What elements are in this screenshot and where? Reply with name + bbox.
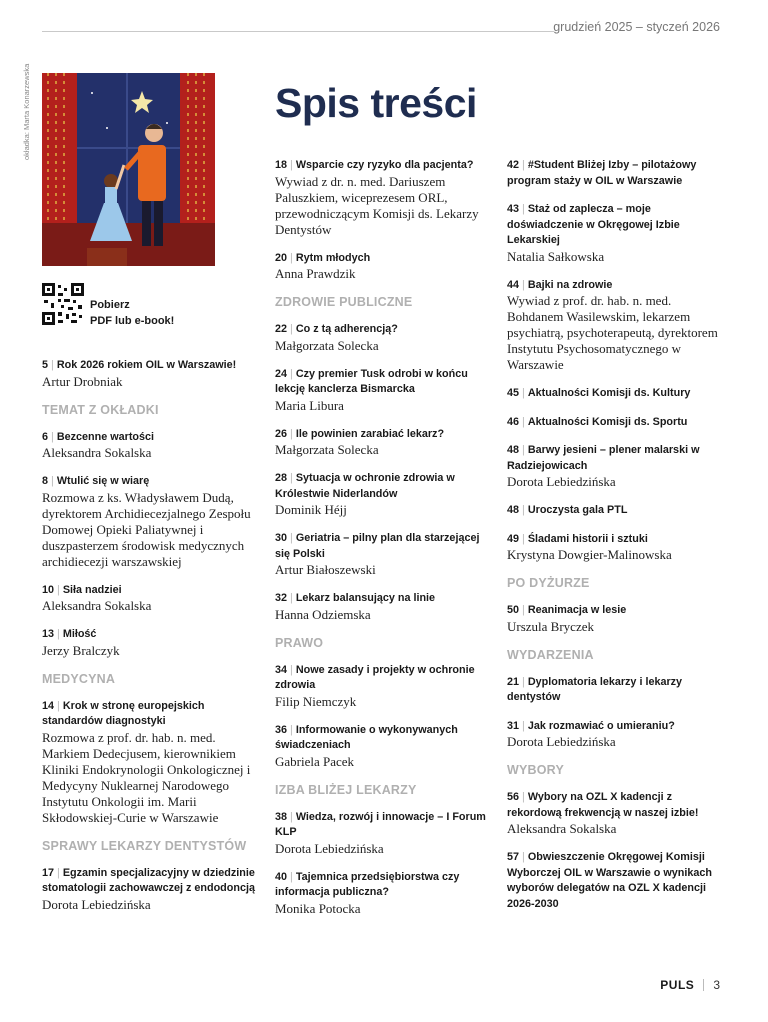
toc-entry[interactable] (42, 474, 264, 570)
toc-entry-heading (275, 427, 497, 443)
page-number: 3 (713, 978, 720, 992)
toc-page-number: 43 (507, 203, 520, 215)
page-separator: | (51, 475, 54, 487)
toc-entry-author: Wywiad z dr. n. med. Dariuszem Paluszkiem, wiceprezesem ORL, przewodniczącym Komisji ds. Lekarzy Dentystów (275, 173, 479, 237)
toc-entry-heading (275, 367, 497, 398)
toc-entry-title: Wybory na OZL X kadencji z rekordową frekwencją w naszej izbie! (507, 791, 699, 819)
header-rule (42, 31, 554, 32)
toc-entry[interactable] (507, 202, 729, 265)
toc-entry-author: Rozmowa z prof. dr. hab. n. med. Markiem Dedecjusem, kierownikiem Kliniki Endokrynologii Onkologicznej i Medycyny Nuklearnej Narodowego Instytutu Onkologii im. Marii Skłodowskiej-Curie w Warszawie (42, 729, 251, 825)
section-heading: SPRAWY LEKARZY DENTYSTÓW (42, 838, 247, 853)
toc-entry-author: Jerzy Bralczyk (42, 642, 120, 658)
toc-entry-author: Dorota Lebiedzińska (275, 840, 384, 856)
toc-entry-heading (42, 866, 264, 897)
toc-entry-heading (507, 719, 729, 735)
page-separator: | (57, 583, 60, 596)
toc-entry-heading (275, 158, 497, 174)
toc-entry[interactable] (275, 663, 497, 710)
toc-entry-title: Rok 2026 rokiem OIL w Warszawie! (56, 359, 237, 371)
toc-entry-title: Czy premier Tusk odrobi w końcu lekcję kanclerza Bismarcka (275, 367, 468, 395)
toc-entry-heading (507, 603, 729, 619)
toc-page-number: 49 (507, 532, 520, 545)
toc-entry-author: Natalia Sałkowska (507, 248, 605, 264)
toc-entry-title: Barwy jesieni – plener malarski w Radziejowicach (507, 444, 700, 472)
toc-entry[interactable] (42, 699, 264, 826)
page-separator: | (51, 359, 54, 371)
page-separator: | (290, 663, 293, 676)
download-line1: Pobierz (90, 299, 130, 311)
toc-entry-title: Aktualności Komisji ds. Kultury (527, 387, 691, 399)
toc-entry[interactable] (275, 322, 497, 354)
magazine-brand: PULS (660, 978, 695, 992)
toc-entry-author: Monika Potocka (275, 900, 361, 916)
page-separator: | (290, 592, 293, 604)
footer-divider (703, 979, 704, 991)
toc-page-number: 8 (42, 475, 49, 487)
toc-entry-title: Bezcenne wartości (56, 430, 155, 443)
toc-entry-heading (507, 532, 729, 548)
toc-entry[interactable] (275, 251, 497, 283)
section-heading: ZDROWIE PUBLICZNE (275, 295, 413, 309)
page-separator: | (290, 472, 293, 484)
toc-entry[interactable] (507, 850, 729, 912)
toc-page-number: 40 (275, 870, 288, 883)
toc-entry-heading (507, 386, 729, 402)
cover-illustration (42, 73, 215, 266)
toc-entry-heading (275, 251, 497, 267)
toc-entry[interactable] (507, 415, 729, 431)
toc-entry-title: Sytuacja w ochronie zdrowia w Królestwie Niderlandów (275, 472, 455, 500)
toc-page-number: 14 (42, 699, 55, 712)
page-separator: | (57, 699, 60, 712)
toc-entry[interactable] (507, 386, 729, 402)
toc-entry[interactable] (507, 719, 729, 751)
section-heading: PO DYŻURZE (507, 576, 590, 590)
toc-entry-title: Obwieszczenie Okręgowej Komisji Wyborczej OIL w Warszawie o wynikach wyborów delegatów na OZL X kadencji 2026-2030 (507, 851, 713, 910)
toc-page-number: 26 (275, 427, 288, 440)
download-prompt[interactable] (90, 298, 174, 329)
toc-entry-author: Dorota Lebiedzińska (507, 474, 616, 489)
download-line2: PDF lub e-book! (90, 314, 175, 327)
toc-entry-heading (507, 443, 729, 474)
toc-entry-heading (507, 790, 729, 821)
toc-entry[interactable] (275, 723, 497, 770)
toc-page-number: 6 (42, 430, 49, 443)
toc-page-number: 56 (507, 791, 520, 803)
toc-entry-heading (507, 158, 729, 189)
section-heading: PRAWO (275, 635, 324, 650)
toc-entry-heading (42, 358, 264, 374)
toc-entry-author: Aleksandra Sokalska (42, 598, 152, 613)
toc-page-number: 48 (507, 444, 520, 456)
page-separator: | (290, 427, 293, 440)
toc-entry[interactable] (507, 532, 729, 564)
toc-page-number: 34 (275, 663, 288, 676)
page-separator: | (290, 532, 293, 544)
page-separator: | (522, 278, 525, 291)
toc-page-number: 28 (275, 472, 288, 484)
page-separator: | (290, 251, 293, 264)
toc-entry[interactable] (275, 427, 497, 459)
toc-entry-title: Wsparcie czy ryzyko dla pacjenta? (295, 159, 474, 171)
toc-entry-title: Wtulić się w wiarę (56, 475, 150, 487)
toc-entry[interactable] (507, 443, 729, 490)
toc-entry-title: Rytm młodych (295, 251, 371, 264)
page-separator: | (522, 719, 525, 732)
toc-entry-title: Dyplomatoria lekarzy i lekarzy dentystów (507, 675, 683, 703)
toc-entry-author: Filip Niemczyk (275, 693, 357, 709)
page-separator: | (51, 430, 54, 443)
page-separator: | (290, 810, 293, 823)
page-separator: | (290, 323, 293, 335)
section-heading: WYDARZENIA (507, 647, 594, 662)
toc-entry-title: Nowe zasady i projekty w ochronie zdrowia (275, 663, 475, 691)
toc-page-number: 5 (42, 359, 49, 371)
section-heading: IZBA BLIŻEJ LEKARZY (275, 782, 417, 797)
toc-page-number: 46 (507, 415, 520, 428)
toc-entry-title: Aktualności Komisji ds. Sportu (527, 415, 688, 428)
toc-page-number: 44 (507, 278, 520, 291)
page-separator: | (290, 870, 293, 883)
toc-entry-author: Małgorzata Solecka (275, 442, 379, 457)
toc-entry-heading (42, 430, 264, 446)
toc-entry-title: Krok w stronę europejskich standardów diagnostyki (42, 699, 205, 727)
toc-entry-heading (507, 850, 729, 912)
toc-page-number: 10 (42, 583, 55, 596)
toc-column-2 (275, 158, 497, 930)
toc-entry-title: Lekarz balansujący na linie (295, 592, 436, 604)
toc-entry-heading (275, 870, 497, 901)
toc-entry[interactable] (275, 471, 497, 518)
toc-entry-heading (275, 810, 497, 841)
toc-page-number: 18 (275, 159, 288, 171)
toc-page-number: 42 (507, 159, 520, 171)
toc-entry-title: Informowanie o wykonywanych świadczeniach (275, 723, 458, 751)
toc-page-number: 38 (275, 810, 288, 823)
toc-entry[interactable] (42, 866, 264, 913)
toc-entry-title: Bajki na zdrowie (527, 278, 613, 291)
toc-entry-author: Dorota Lebiedzińska (42, 896, 151, 912)
toc-entry[interactable] (507, 603, 729, 635)
toc-entry[interactable] (507, 790, 729, 837)
toc-page-number: 17 (42, 866, 55, 879)
page-separator: | (522, 159, 525, 171)
toc-entry-heading (507, 415, 729, 431)
toc-page-number: 22 (275, 323, 288, 335)
toc-entry[interactable] (507, 503, 729, 519)
toc-column-3 (507, 158, 729, 925)
toc-entry-author: Małgorzata Solecka (275, 337, 379, 353)
toc-entry-heading (275, 471, 497, 502)
toc-page-number: 36 (275, 723, 288, 736)
toc-entry-heading (275, 591, 497, 607)
section-heading: MEDYCYNA (42, 671, 116, 686)
toc-entry-title: Tajemnica przedsiębiorstwa czy informacja publiczna? (275, 870, 460, 898)
toc-entry-title: Co z tą adherencją? (295, 323, 398, 335)
issue-date: grudzień 2025 – styczeń 2026 (553, 20, 720, 34)
page-separator: | (522, 203, 525, 215)
toc-entry-title: Siła nadziei (62, 583, 122, 596)
toc-entry-heading (507, 202, 729, 249)
toc-entry[interactable] (507, 278, 729, 374)
page-title: Spis treści (275, 80, 477, 126)
toc-entry-author: Artur Białoszewski (275, 562, 376, 577)
toc-page-number: 32 (275, 592, 288, 604)
toc-page-number: 45 (507, 387, 520, 399)
toc-entry-heading (42, 474, 264, 490)
toc-page-number: 13 (42, 628, 55, 640)
toc-entry-heading (275, 663, 497, 694)
toc-entry-heading (275, 322, 497, 338)
toc-page-number: 30 (275, 532, 288, 544)
section-heading: TEMAT Z OKŁADKI (42, 402, 159, 417)
toc-entry-heading (42, 627, 264, 643)
section-heading: WYBORY (507, 763, 564, 777)
toc-entry[interactable] (275, 367, 497, 414)
toc-page-number: 20 (275, 251, 288, 264)
toc-entry-author: Artur Drobniak (42, 373, 123, 389)
toc-entry-author: Wywiad z prof. dr. hab. n. med. Bohdanem Wasilewskim, lekarzem psychiatrą, psychoterapeutą, dyrektorem Instytutu Psychosomatycznego w Warszawie (507, 293, 718, 372)
page-separator: | (57, 628, 60, 640)
toc-entry-author: Dominik Héjj (275, 502, 347, 517)
toc-entry-author: Dorota Lebiedzińska (507, 734, 616, 749)
toc-entry-title: #Student Bliżej Izby – pilotażowy program staży w OIL w Warszawie (507, 159, 697, 187)
toc-entry-author: Krystyna Dowgier-Malinowska (507, 547, 672, 562)
page-separator: | (57, 866, 60, 879)
page-separator: | (522, 532, 525, 545)
toc-entry[interactable] (275, 158, 497, 238)
toc-entry[interactable] (507, 675, 729, 706)
toc-page-number: 31 (507, 719, 520, 732)
toc-entry-author: Rozmowa z ks. Władysławem Dudą, dyrektorem Archidiecezjalnego Zespołu Domowej Opieki Paliatywnej i duszpasterzem środowisk medycznych archidiecezji warszawskiej (42, 489, 251, 569)
toc-entry[interactable] (275, 591, 497, 623)
toc-entry-heading (42, 583, 264, 599)
toc-entry-author: Aleksandra Sokalska (507, 821, 617, 836)
toc-entry[interactable] (275, 870, 497, 917)
toc-entry-author: Hanna Odziemska (275, 606, 371, 622)
toc-entry-author: Gabriela Pacek (275, 753, 355, 769)
toc-entry-title: Egzamin specjalizacyjny w dziedzinie stomatologii zachowawczej z endodoncją (42, 866, 255, 894)
toc-entry[interactable] (275, 531, 497, 578)
toc-entry[interactable] (42, 583, 264, 615)
page-separator: | (522, 675, 525, 688)
toc-entry-title: Geriatria – pilny plan dla starzejącej się Polski (275, 532, 480, 560)
cover-credit: okładka: Marta Konarzewska (22, 63, 31, 160)
toc-entry-title: Wiedza, rozwój i innowacje – I Forum KLP (275, 810, 486, 838)
toc-entry-title: Reanimacja w lesie (527, 604, 627, 616)
toc-entry-title: Uroczysta gala PTL (527, 504, 628, 516)
page-separator: | (522, 415, 525, 428)
toc-entry-author: Urszula Bryczek (507, 618, 594, 634)
toc-entry-heading (507, 503, 729, 519)
toc-entry-author: Aleksandra Sokalska (42, 445, 152, 460)
toc-entry-title: Miłość (62, 628, 97, 640)
page-separator: | (290, 159, 293, 171)
page-separator: | (290, 723, 293, 736)
toc-entry-heading (507, 278, 729, 294)
toc-page-number: 50 (507, 604, 520, 616)
toc-entry-author: Anna Prawdzik (275, 266, 356, 281)
toc-entry-heading (275, 531, 497, 562)
toc-page-number: 21 (507, 675, 520, 688)
toc-page-number: 24 (275, 367, 288, 380)
toc-column-1 (42, 358, 264, 926)
toc-entry-heading (275, 723, 497, 754)
toc-entry-heading (507, 675, 729, 706)
toc-entry-title: Staż od zaplecza – moje doświadczenie w Okręgowej Izbie Lekarskiej (507, 203, 680, 246)
page-footer (660, 978, 720, 992)
page-separator: | (522, 387, 525, 399)
toc-entry[interactable] (42, 430, 264, 462)
toc-entry[interactable] (42, 627, 264, 659)
toc-entry[interactable] (275, 810, 497, 857)
qr-code-icon[interactable] (42, 283, 84, 325)
toc-entry-title: Ile powinien zarabiać lekarz? (295, 427, 445, 440)
toc-page-number: 57 (507, 851, 520, 863)
page-separator: | (522, 444, 525, 456)
toc-entry[interactable] (507, 158, 729, 189)
toc-entry-heading (42, 699, 264, 730)
page-separator: | (522, 604, 525, 616)
toc-page-number: 48 (507, 504, 520, 516)
page-separator: | (522, 851, 525, 863)
toc-entry-author: Maria Libura (275, 397, 344, 413)
page-separator: | (290, 367, 293, 380)
toc-entry[interactable] (42, 358, 264, 390)
toc-entry-title: Jak rozmawiać o umieraniu? (527, 719, 675, 732)
toc-entry-title: Śladami historii i sztuki (527, 532, 648, 545)
page-separator: | (522, 504, 525, 516)
page-separator: | (522, 791, 525, 803)
